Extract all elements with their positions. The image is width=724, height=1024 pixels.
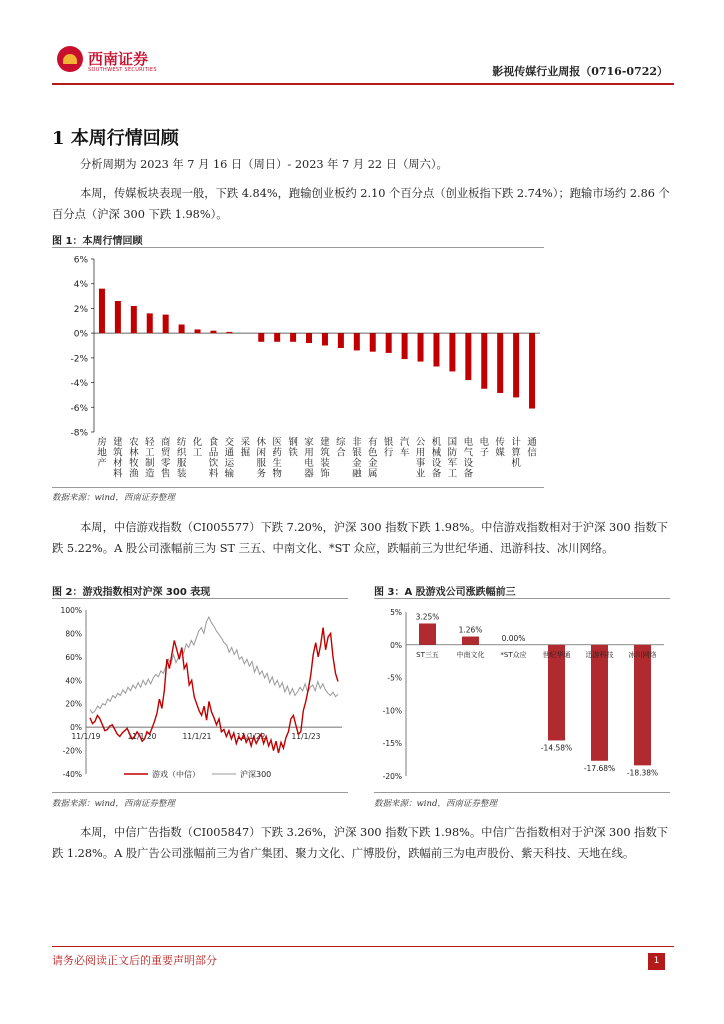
y-tick-label: 20%	[65, 699, 82, 709]
x-tick-label: 11/1/22	[236, 732, 266, 742]
category-label: 中南文化	[456, 650, 485, 659]
figure1-top-rule	[52, 247, 544, 248]
y-tick-label: -40%	[62, 770, 82, 779]
bar	[258, 333, 264, 342]
y-tick-label: 100%	[60, 606, 82, 615]
bar	[338, 333, 344, 348]
category-label: 采掘	[240, 437, 251, 459]
series-line	[90, 617, 338, 713]
category-label: 房地产	[97, 437, 107, 469]
bar	[115, 301, 121, 333]
bar	[548, 645, 565, 741]
category-label: 农林牧渔	[129, 437, 139, 480]
y-tick-label: 6%	[73, 255, 88, 266]
category-label: *ST众应	[500, 650, 527, 659]
y-tick-label: -2%	[70, 354, 88, 365]
category-label: 休闲服务	[256, 437, 267, 480]
paragraph-game-index: 本周，中信游戏指数（CI005577）下跌 7.20%，沪深 300 指数下跌 1.98%。中信游戏指数相对于沪深 300 指数下跌 5.22%。A 股公司涨幅前三为 ST 三五、中南文化、*ST 众应，跌幅前三为世纪华通、迅游科技、冰川网络。	[52, 521, 669, 555]
y-tick-label: 80%	[65, 629, 82, 639]
figure2-bottom-rule	[52, 792, 348, 793]
y-tick-label: -15%	[382, 739, 402, 749]
category-label: 纺织服装	[176, 437, 187, 480]
section-heading: 1 本周行情回顾	[52, 128, 179, 149]
figure1-caption: 图 1：本周行情回顾	[52, 236, 143, 247]
data-label: -18.38%	[626, 768, 659, 778]
data-label: 0.00%	[501, 633, 526, 643]
figure2-chart	[52, 600, 348, 790]
header-divider	[52, 83, 674, 85]
category-label: 钢铁	[288, 437, 298, 459]
y-tick-label: -5%	[387, 673, 402, 683]
legend-label: 沪深300	[240, 770, 272, 779]
y-tick-label: -20%	[62, 746, 82, 756]
category-label: 家用电器	[304, 437, 314, 480]
category-label: 通信	[527, 437, 537, 459]
category-label: 迅游科技	[585, 650, 614, 659]
logo-mark-inner	[63, 54, 77, 64]
x-tick-label: 11/1/20	[127, 732, 157, 742]
category-label: 建筑装饰	[320, 437, 330, 480]
y-tick-label: 4%	[73, 280, 88, 291]
category-label: 商贸零售	[160, 437, 171, 480]
logo-text-cn: 西南证券	[88, 50, 149, 68]
bar	[274, 333, 280, 342]
bar	[462, 637, 479, 645]
y-tick-label: -6%	[70, 403, 88, 414]
category-label: 汽车	[399, 437, 410, 459]
bar	[99, 289, 105, 333]
figure1-source: 数据来源：wind，西南证券整理	[52, 493, 175, 503]
y-tick-label: -20%	[382, 772, 402, 781]
category-label: 电子	[479, 437, 490, 459]
bar	[497, 333, 503, 393]
bar	[513, 333, 519, 397]
bar	[449, 333, 455, 371]
figure3-source: 数据来源：wind，西南证券整理	[374, 799, 497, 809]
category-label: 医药生物	[272, 437, 282, 480]
y-tick-label: 40%	[65, 676, 82, 686]
x-tick-label: 11/1/19	[71, 732, 101, 742]
footer-divider	[52, 946, 674, 947]
y-tick-label: 0%	[73, 329, 88, 340]
report-title: 影视传媒行业周报（0716-0722）	[492, 65, 668, 78]
figure3-chart	[374, 600, 670, 790]
bar	[591, 645, 608, 761]
category-label: 公用事业	[415, 437, 426, 480]
bar	[634, 645, 651, 766]
bar	[210, 331, 216, 333]
category-label: 电气设备	[463, 437, 474, 480]
category-label: 国防军工	[447, 437, 458, 480]
bar	[465, 333, 471, 380]
category-label: 传媒	[495, 437, 505, 459]
bar	[179, 324, 185, 333]
figure2-source: 数据来源：wind，西南证券整理	[52, 799, 175, 809]
bar	[419, 623, 436, 644]
category-label: 交通运输	[224, 437, 235, 480]
paragraph-summary: 本周，传媒板块表现一般，下跌 4.84%，跑输创业板约 2.10 个百分点（创业板指下跌 2.74%）；跑输市场约 2.86 个百分点（沪深 300 下跌 1.98%）。	[52, 187, 670, 221]
category-label: 计算机	[511, 437, 521, 469]
bar	[354, 333, 360, 350]
y-tick-label: 0%	[390, 640, 402, 650]
figure2-top-rule	[52, 598, 348, 599]
category-label: 非银金融	[352, 437, 362, 480]
figure3-caption: 图 3：A 股游戏公司涨跌幅前三	[374, 587, 516, 598]
logo-text-en: SOUTHWEST SECURITIES	[88, 67, 157, 73]
y-tick-label: -4%	[70, 379, 88, 390]
y-tick-label: 5%	[390, 608, 402, 617]
footer-disclaimer: 请务必阅读正文后的重要声明部分	[52, 954, 217, 967]
y-tick-label: -10%	[382, 706, 402, 716]
category-label: 冰川网络	[628, 650, 657, 659]
bar	[306, 333, 312, 343]
category-label: 食品饮料	[208, 437, 219, 480]
bar	[370, 333, 376, 352]
paragraph-ad-index: 本周，中信广告指数（CI005847）下跌 3.26%，沪深 300 指数下跌 1.98%。中信广告指数相对于沪深 300 指数下跌 1.28%。A 股广告公司涨幅前三为省广集团、聚力文化、广博股份，跌幅前三为电声股份、紫天科技、天地在线。	[52, 826, 669, 860]
category-label: 银行	[383, 437, 394, 459]
paragraph-period: 分析周期为 2023 年 7 月 16 日（周日）- 2023 年 7 月 22 日（周六）。	[80, 158, 448, 171]
bar	[481, 333, 487, 389]
figure2-caption: 图 2：游戏指数相对沪深 300 表现	[52, 587, 211, 598]
category-label: 建筑材料	[113, 437, 123, 480]
bar	[418, 333, 424, 361]
figure1-chart	[52, 249, 544, 485]
bar	[195, 329, 201, 333]
bar	[147, 313, 153, 333]
page-number: 1	[648, 953, 665, 970]
bar	[322, 333, 328, 345]
y-tick-label: 2%	[73, 304, 88, 315]
legend-label: 游戏（中信）	[152, 770, 200, 779]
bar	[226, 332, 232, 333]
category-label: 轻工制造	[144, 437, 155, 480]
figure1-bottom-rule	[52, 487, 544, 488]
bar	[386, 333, 392, 353]
data-label: -17.68%	[583, 763, 616, 773]
bar	[529, 333, 535, 408]
x-tick-label: 11/1/23	[291, 732, 321, 742]
y-tick-label: 0%	[70, 723, 82, 733]
bar	[131, 306, 137, 333]
bar	[163, 315, 169, 334]
bar	[402, 333, 408, 359]
category-label: 机械设备	[431, 437, 442, 480]
x-tick-label: 11/1/21	[182, 732, 212, 742]
y-tick-label: 60%	[65, 652, 82, 662]
data-label: 1.26%	[458, 625, 483, 635]
figure3-top-rule	[374, 598, 670, 599]
y-tick-label: -8%	[70, 428, 88, 439]
category-label: 有色金属	[367, 437, 378, 480]
category-label: 化工	[192, 437, 203, 459]
data-label: 3.25%	[415, 612, 440, 622]
category-label: 综合	[336, 437, 346, 459]
category-label: ST三五	[416, 650, 439, 659]
bar	[290, 333, 296, 342]
figure3-bottom-rule	[374, 792, 670, 793]
data-label: -14.58%	[540, 743, 573, 753]
category-label: 世纪华通	[542, 650, 571, 659]
bar	[433, 333, 439, 366]
